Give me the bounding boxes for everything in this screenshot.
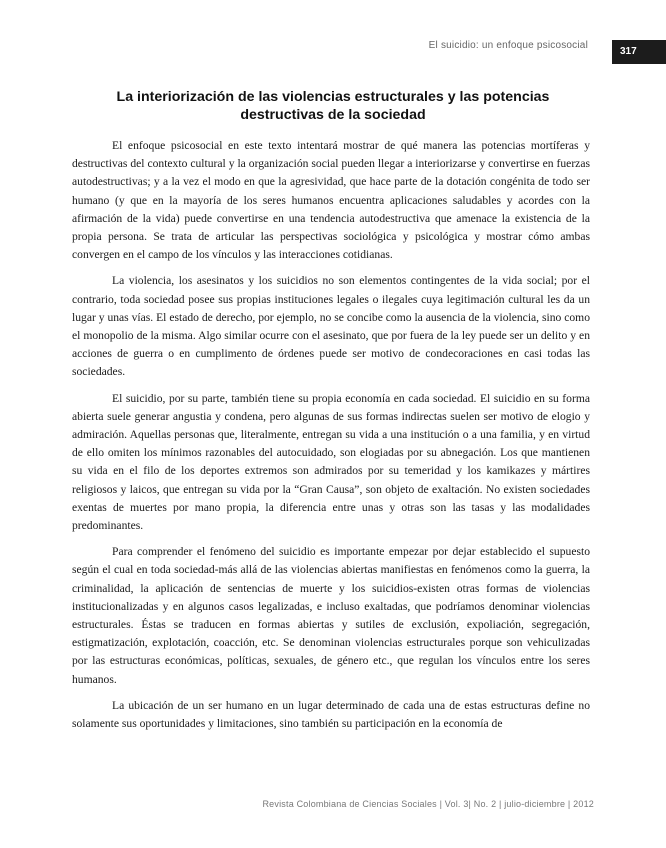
body-text bbox=[72, 137, 590, 741]
paragraph: La violencia, los asesinatos y los suicidios no son elementos contingentes de la vida social; por el contrario, toda sociedad posee sus propias instituciones legales o ilegales cuya legitimación cultural les da un lugar y unas vías. El estado de derecho, por ejemplo, no se concibe como la ausencia de la violencia, sino como el monopolio de la misma. Algo similar ocurre con el asesinato, que por fuera de la ley puede ser un delito y en acciones de guerra o en cumplimento de órdenes puede ser motivo de condecoraciones en casi todas las sociedades. bbox=[72, 274, 590, 379]
section-title bbox=[70, 88, 596, 124]
section-title-line-1: La interiorización de las violencias estructurales y las potencias bbox=[116, 89, 550, 105]
paragraph: La ubicación de un ser humano en un lugar determinado de cada una de estas estructuras define no solamente sus oportunidades y limitaciones, sino también su participación en la economía de bbox=[72, 698, 590, 731]
section-title-line-2: destructivas de la sociedad bbox=[240, 107, 426, 123]
page-number-badge bbox=[612, 40, 666, 64]
paragraph: Para comprender el fenómeno del suicidio es importante empezar por dejar establecido el supuesto según el cual en toda sociedad-más allá de las violencias abiertas manifiestas en fenómenos como la guerra, la criminalidad, la aplicación de sentencias de muerte y los suicidios-existen otras formas de violencias institucionalizadas y en algunos casos legalizadas, e incluso exaltadas, que podríamos denominar violencias estructurales. Éstas se traducen en formas abiertas y sutiles de exclusión, expoliación, segregación, estigmatización, explotación, coacción, etc. Se denominan violencias estructurales porque son vehiculizadas por las estructuras económicas, políticas, sexuales, de género etc., que regulan los vínculos entre los seres humanos. bbox=[72, 545, 590, 686]
journal-footer: Revista Colombiana de Ciencias Sociales | Vol. 3| No. 2 | julio-diciembre | 2012 bbox=[262, 799, 594, 809]
page-number: 317 bbox=[620, 46, 637, 57]
paragraph: El suicidio, por su parte, también tiene su propia economía en cada sociedad. El suicidio en su forma abierta suele generar angustia y condena, pero algunas de sus formas indirectas suelen ser motivo de elogio y admiración. Aquellas personas que, literalmente, entregan su vida a una institución o a una familia, y en virtud de ello omiten los mínimos razonables del autocuidado, son elogiadas por su abnegación. Los que mantienen su vida en el filo de los deportes extremos son admirados por su temeridad y los kamikazes y mártires religiosos y laicos, que entregan su vida por la “Gran Causa”, son objeto de exaltación. No existen sociedades exentas de muertes por mano propia, la diferencia entre unas y otras son las tasas y las modalidades predominantes. bbox=[72, 391, 590, 533]
paragraph: El enfoque psicosocial en este texto intentará mostrar de qué manera las potencias mortíferas y destructivas del contexto cultural y la organización social pueden llegar a interiorizarse y convertirse en fuerzas autodestructivas; y a la vez el modo en que la agresividad, que hace parte de la dotación congénita de todo ser humano (y que en la mayoría de los seres humanos encuentra aplicaciones saludables y acordes con la afirmación de la vida) puede convertirse en una tendencia autodestructiva que amenace la existencia de la propia persona. Se trata de articular las perspectivas sociológica y psicológica y mostrar cómo ambas convergen en el campo de los vínculos y las interacciones cotidianas. bbox=[72, 139, 590, 262]
running-title: El suicidio: un enfoque psicosocial bbox=[428, 40, 588, 51]
